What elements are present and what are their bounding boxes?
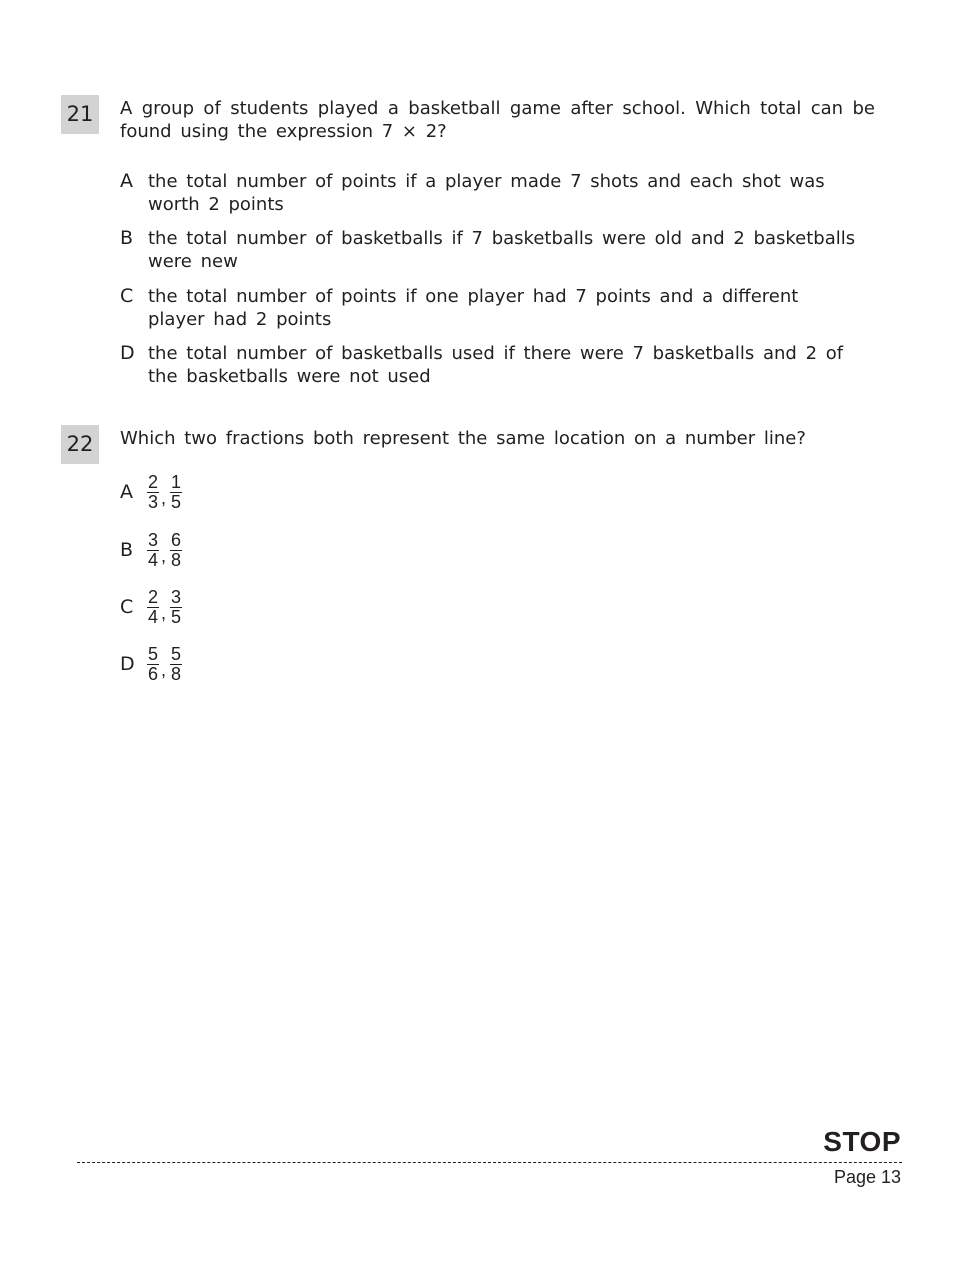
fraction-separator: , bbox=[161, 545, 167, 566]
fraction-denominator: 8 bbox=[171, 549, 182, 570]
fraction bbox=[147, 588, 159, 627]
fraction-numerator: 2 bbox=[148, 471, 159, 492]
choice-letter: B bbox=[120, 227, 134, 249]
choice-text: the total number of basketballs if 7 basketballs were old and 2 basketballs were new bbox=[148, 228, 856, 272]
fraction-denominator: 5 bbox=[171, 491, 182, 512]
fraction-numerator: 5 bbox=[171, 643, 182, 664]
fraction bbox=[147, 645, 159, 684]
fraction bbox=[170, 588, 182, 627]
choice-letter: C bbox=[120, 285, 134, 307]
question-22-choice-d[interactable] bbox=[120, 642, 182, 686]
footer-divider bbox=[77, 1162, 902, 1163]
question-number-21: 21 bbox=[61, 95, 99, 134]
choice-letter: A bbox=[120, 481, 133, 503]
fraction-numerator: 3 bbox=[171, 586, 182, 607]
question-22-choice-a[interactable] bbox=[120, 470, 182, 514]
fraction-denominator: 8 bbox=[171, 663, 182, 684]
fraction-denominator: 5 bbox=[171, 606, 182, 627]
choice-letter: D bbox=[120, 653, 135, 675]
question-22-choice-b[interactable] bbox=[120, 528, 182, 572]
question-22-choice-c[interactable] bbox=[120, 585, 182, 629]
question-21-choice-b[interactable] bbox=[120, 227, 860, 273]
choice-text: the total number of basketballs used if there were 7 basketballs and 2 of the basketballs were not used bbox=[148, 343, 844, 387]
fraction bbox=[147, 473, 159, 512]
fraction-denominator: 3 bbox=[148, 491, 159, 512]
question-number-22: 22 bbox=[61, 425, 99, 464]
fraction bbox=[170, 645, 182, 684]
fraction-denominator: 4 bbox=[148, 549, 159, 570]
fraction bbox=[147, 531, 159, 570]
fraction-separator: , bbox=[161, 487, 167, 508]
question-21-choice-c[interactable] bbox=[120, 285, 860, 331]
page-number: Page 13 bbox=[833, 1167, 901, 1187]
question-22-stem: Which two fractions both represent the same location on a number line? bbox=[120, 428, 806, 449]
fraction bbox=[170, 531, 182, 570]
choice-letter: A bbox=[120, 170, 133, 192]
fraction-denominator: 4 bbox=[148, 606, 159, 627]
stop-label: STOP bbox=[823, 1126, 901, 1157]
fraction-numerator: 6 bbox=[171, 529, 182, 550]
fraction-numerator: 5 bbox=[148, 643, 159, 664]
fraction-denominator: 6 bbox=[148, 663, 159, 684]
question-21-choice-a[interactable] bbox=[120, 170, 860, 216]
fraction bbox=[170, 473, 182, 512]
choice-text: the total number of points if a player made 7 shots and each shot was worth 2 points bbox=[148, 171, 825, 215]
choice-letter: B bbox=[120, 539, 134, 561]
fraction-separator: , bbox=[161, 659, 167, 680]
fraction-separator: , bbox=[161, 602, 167, 623]
choice-letter: D bbox=[120, 342, 135, 364]
choice-text: the total number of points if one player had 7 points and a different player had 2 points bbox=[148, 286, 799, 330]
fraction-numerator: 2 bbox=[148, 586, 159, 607]
choice-letter: C bbox=[120, 596, 134, 618]
fraction-numerator: 1 bbox=[171, 471, 182, 492]
question-21-choice-d[interactable] bbox=[120, 342, 860, 388]
fraction-numerator: 3 bbox=[148, 529, 159, 550]
question-21-stem: A group of students played a basketball game after school. Which total can be found using the expression 7 × 2? bbox=[120, 98, 875, 142]
